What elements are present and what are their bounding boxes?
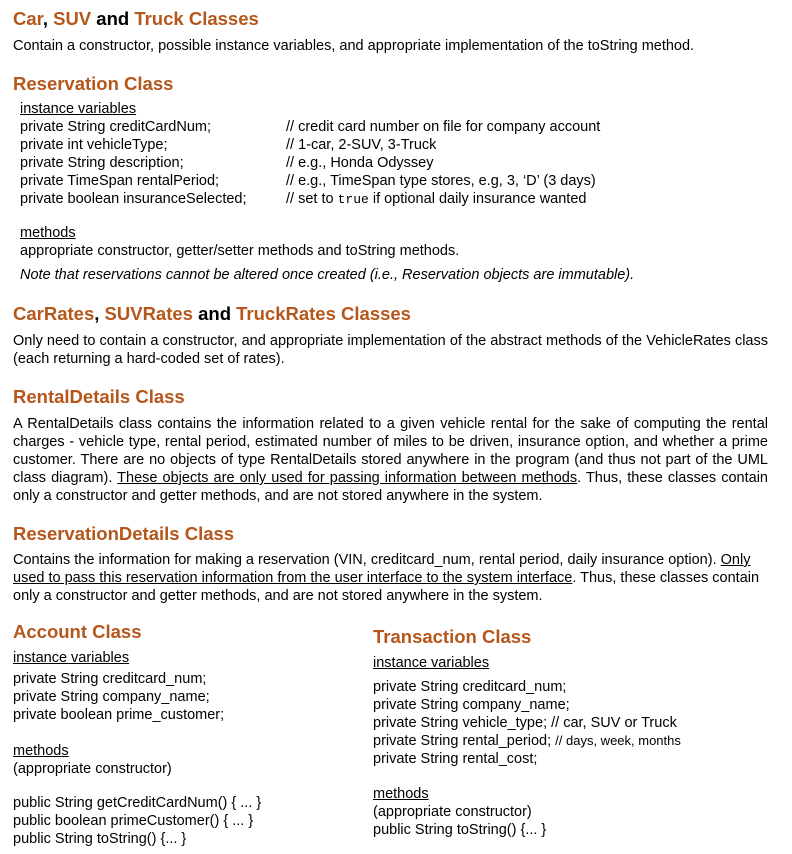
account-variable: private String creditcard_num; [13, 671, 207, 687]
variable-declaration: private boolean insuranceSelected; [20, 191, 247, 207]
reservation-variables [20, 118, 600, 190]
variable-declaration: private String creditCardNum; [20, 119, 211, 135]
reservation-details-text-end: . Thus, these classes contain only a constructor and getter methods, and are not stored anywhere in the system. [13, 570, 760, 604]
variable-declaration: private int vehicleType; [20, 137, 168, 153]
account-heading: Account Class [13, 621, 142, 642]
heading-truckrates: TruckRates [236, 303, 336, 324]
reservation-methods-section [20, 224, 634, 284]
heading-and: and [91, 8, 135, 29]
heading-carrates: CarRates [13, 303, 95, 324]
heading-and: and [192, 303, 237, 324]
reservation-heading: Reservation Class [13, 73, 174, 94]
rates-description: Only need to contain a constructor, and appropriate implementation of the abstract methods of the VehicleRates class (each returning a hard-coded set of rates). [13, 333, 768, 367]
account-instance-label: instance variables [13, 650, 130, 666]
transaction-methods-label: methods [373, 786, 429, 802]
transaction-section [373, 654, 773, 768]
account-constructor: (appropriate constructor) [13, 761, 172, 777]
heading-classes-word: Classes [183, 8, 259, 29]
account-methods [13, 794, 353, 848]
reservation-methods-label: methods [20, 225, 76, 241]
transaction-constructor: (appropriate constructor) [373, 804, 532, 820]
transaction-variable: private String creditcard_num; [373, 679, 567, 695]
transaction-variable: private String company_name; [373, 697, 570, 713]
account-variable: private String company_name; [13, 689, 210, 705]
variable-comment: // e.g., TimeSpan type stores, e.g, 3, ‘D’ (3 days) [286, 173, 596, 189]
variable-comment: // e.g., Honda Odyssey [286, 155, 434, 171]
reservation-details-description [13, 551, 768, 605]
heading-classes-word: Classes [335, 303, 411, 324]
rental-details-underlined-text: These objects are only used for passing information between methods [117, 470, 578, 486]
reservation-variable-row [20, 118, 600, 136]
rental-details-text: A RentalDetails class contains the information related to a given vehicle rental for the sake of computing the rental charges - vehicle type, rental period, estimated number of miles to be driven, insurance option, and whether a prime customer. There are no objects of type RentalDetails stored anywhere in the program (and thus not part of the UML class diagram). [13, 416, 768, 486]
account-variables [13, 670, 353, 724]
reservation-section [20, 100, 600, 208]
rental-period-declaration: private String rental_period; [373, 733, 556, 749]
transaction-heading: Transaction Class [373, 626, 532, 647]
vehicle-classes-description: Contain a constructor, possible instance variables, and appropriate implementation of the toString method. [13, 38, 695, 54]
heading-truck: Truck [134, 8, 184, 29]
reservation-variable-row [20, 154, 600, 172]
heading-separator: , [42, 8, 54, 29]
comment-prefix: // set to [286, 191, 338, 207]
reservation-variable-row [20, 190, 600, 208]
heading-separator: , [94, 303, 105, 324]
reservation-methods-text: appropriate constructor, getter/setter methods and toString methods. [20, 243, 460, 259]
variable-declaration: private TimeSpan rentalPeriod; [20, 173, 220, 189]
transaction-variables [373, 678, 773, 768]
account-methods-label: methods [13, 743, 69, 759]
rates-heading [13, 303, 411, 325]
rental-details-heading: RentalDetails Class [13, 386, 185, 407]
reservation-variable-row [20, 172, 600, 190]
reservation-details-text: Contains the information for making a reservation (VIN, creditcard_num, rental period, daily insurance option). [13, 552, 721, 568]
transaction-variable: private String vehicle_type; // car, SUV or Truck [373, 715, 677, 731]
variable-declaration: private String description; [20, 155, 184, 171]
reservation-instance-label: instance variables [20, 101, 137, 117]
code-true: true [337, 192, 369, 207]
reservation-details-heading: ReservationDetails Class [13, 523, 235, 544]
variable-comment: // 1-car, 2-SUV, 3-Truck [286, 137, 437, 153]
variable-comment: // credit card number on file for company account [286, 119, 601, 135]
transaction-variable [373, 732, 773, 750]
account-variable: private boolean prime_customer; [13, 707, 225, 723]
rental-details-description [13, 415, 768, 505]
heading-suv: SUV [53, 8, 92, 29]
variable-comment [286, 190, 586, 208]
rental-details-text-end: . Thus, these classes contain only a constructor and getter methods, and are not stored anywhere in the system. [13, 470, 768, 504]
heading-car: Car [13, 8, 43, 29]
reservation-details-underlined-text: Only used to pass this reservation information from the user interface to the system interface [13, 552, 751, 586]
account-methods-section [13, 742, 353, 848]
account-method: public String toString() {... } [13, 831, 187, 847]
heading-suvrates: SUVRates [104, 303, 193, 324]
reservation-note: Note that reservations cannot be altered once created (i.e., Reservation objects are immutable). [20, 267, 635, 283]
vehicle-classes-heading [13, 8, 259, 30]
account-method: public boolean primeCustomer() { ... } [13, 813, 254, 829]
comment-suffix: if optional daily insurance wanted [368, 191, 587, 207]
transaction-variable: private String rental_cost; [373, 751, 538, 767]
account-method: public String getCreditCardNum() { ... } [13, 795, 262, 811]
rental-period-comment: // days, week, months [555, 733, 681, 748]
account-section [13, 649, 353, 724]
transaction-instance-label: instance variables [373, 655, 490, 671]
transaction-methods-section [373, 785, 773, 839]
transaction-tostring: public String toString() {... } [373, 822, 547, 838]
reservation-variable-row [20, 136, 600, 154]
